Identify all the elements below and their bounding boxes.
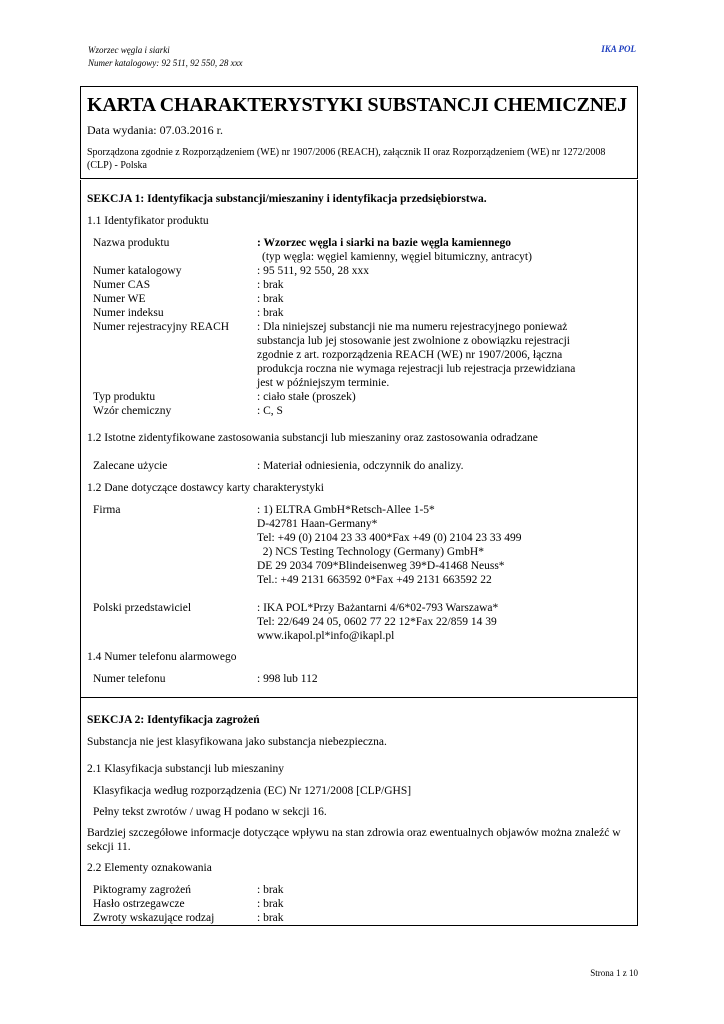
pictograms-value: : brak <box>257 884 284 896</box>
section1-heading: SEKCJA 1: Identyfikacja substancji/mieszaniny i identyfikacja przedsiębiorstwa. <box>87 193 487 205</box>
reach-line: : Dla niniejszej substancji nie ma numeru rejestracyjnego ponieważ <box>257 321 568 333</box>
subsection-1-1: 1.1 Identyfikator produktu <box>87 215 209 227</box>
header-brand: IKA POL <box>601 44 636 54</box>
polish-rep-label: Polski przedstawiciel <box>93 602 192 614</box>
type-label: Typ produktu <box>93 391 156 403</box>
reach-line: zgodnie z art. rozporządzenia REACH (WE) nr 1907/2006, łączna <box>257 349 563 361</box>
hazard-phrases-value: : brak <box>257 912 284 924</box>
reach-line: substancja lub jej stosowanie jest zwolnione z obowiązku rejestracji <box>257 335 570 347</box>
phone-label: Numer telefonu <box>93 673 166 685</box>
subsection-1-2: 1.2 Istotne zidentyfikowane zastosowania substancji lub mieszaniny oraz zastosowania odradzane <box>87 432 538 444</box>
section2-heading: SEKCJA 2: Identyfikacja zagrożeń <box>87 714 260 726</box>
prepared-note: Sporządzona zgodnie z Rozporządzeniem (WE) nr 1907/2006 (REACH), załącznik II oraz Rozporządzeniem (WE) nr 1272/2008 (CLP) - Polska <box>87 147 606 171</box>
section2-intro: Substancja nie jest klasyfikowana jako substancja niebezpieczna. <box>87 736 387 748</box>
document-title: KARTA CHARAKTERYSTYKI SUBSTANCJI CHEMICZNEJ <box>87 94 627 116</box>
hazard-phrases-label: Zwroty wskazujące rodzaj <box>93 912 215 924</box>
signal-word-label: Hasło ostrzegawcze <box>93 898 185 910</box>
index-value: : brak <box>257 307 284 319</box>
product-name-label: Nazwa produktu <box>93 237 170 249</box>
type-value: : ciało stałe (proszek) <box>257 391 356 403</box>
formula-value: : C, S <box>257 405 283 417</box>
we-label: Numer WE <box>93 293 146 305</box>
catalog-value: : 95 511, 92 550, 28 xxx <box>257 265 370 277</box>
polish-rep-line: : IKA POL*Przy Bażantarni 4/6*02-793 Warszawa* <box>257 602 499 614</box>
reach-line: produkcja roczna nie wymaga rejestracji lub rejestracja przewidziana <box>257 363 576 375</box>
classification-text: Klasyfikacja według rozporządzenia (EC) Nr 1271/2008 [CLP/GHS] <box>93 785 412 797</box>
polish-rep-line: www.ikapol.pl*info@ikapl.pl <box>257 630 395 642</box>
catalog-label: Numer katalogowy <box>93 265 182 277</box>
full-text-note: Pełny tekst zwrotów / uwag H podano w sekcji 16. <box>93 806 327 818</box>
issue-date: Data wydania: 07.03.2016 r. <box>87 123 223 137</box>
formula-label: Wzór chemiczny <box>93 405 172 417</box>
cas-label: Numer CAS <box>93 279 151 291</box>
subsection-1-3: 1.2 Dane dotyczące dostawcy karty charakterystyki <box>87 482 324 494</box>
header-product: Wzorzec węgla i siarki <box>88 45 170 55</box>
we-value: : brak <box>257 293 284 305</box>
firm-line: D-42781 Haan-Germany* <box>257 518 378 530</box>
product-name-sub: (typ węgla: węgiel kamienny, węgiel bitumiczny, antracyt) <box>262 251 532 263</box>
use-value: : Materiał odniesienia, odczynnik do analizy. <box>257 460 464 472</box>
product-name-value: : Wzorzec węgla i siarki na bazie węgla kamiennego <box>257 237 512 249</box>
pictograms-label: Piktogramy zagrożeń <box>93 884 192 896</box>
firm-line: 2) NCS Testing Technology (Germany) GmbH* <box>257 546 484 558</box>
firm-label: Firma <box>93 504 121 516</box>
details-note: Bardziej szczegółowe informacje dotyczące wpływu na stan zdrowia oraz ewentualnych objawów można znaleźć w sekcji 11. <box>87 827 621 853</box>
use-label: Zalecane użycie <box>93 460 168 472</box>
firm-line: DE 29 2034 709*Blindeisenweg 39*D-41468 Neuss* <box>257 560 505 572</box>
polish-rep-line: Tel: 22/649 24 05, 0602 77 22 12*Fax 22/859 14 39 <box>257 616 497 628</box>
firm-line: Tel: +49 (0) 2104 23 33 400*Fax +49 (0) 2104 23 33 499 <box>257 532 522 544</box>
firm-line: : 1) ELTRA GmbH*Retsch-Allee 1-5* <box>257 504 435 516</box>
subsection-2-1: 2.1 Klasyfikacja substancji lub mieszaniny <box>87 763 285 775</box>
header-catalog: Numer katalogowy: 92 511, 92 550, 28 xxx <box>88 58 243 68</box>
header-meta <box>88 44 243 70</box>
index-label: Numer indeksu <box>93 307 164 319</box>
signal-word-value: : brak <box>257 898 284 910</box>
phone-value: : 998 lub 112 <box>257 673 318 685</box>
reach-line: jest w późniejszym terminie. <box>257 377 390 389</box>
cas-value: : brak <box>257 279 284 291</box>
firm-line: Tel.: +49 2131 663592 0*Fax +49 2131 663592 22 <box>257 574 492 586</box>
subsection-1-4: 1.4 Numer telefonu alarmowego <box>87 651 237 663</box>
subsection-2-2: 2.2 Elementy oznakowania <box>87 862 212 874</box>
reach-label: Numer rejestracyjny REACH <box>93 321 230 333</box>
page-number: Strona 1 z 10 <box>590 968 638 978</box>
